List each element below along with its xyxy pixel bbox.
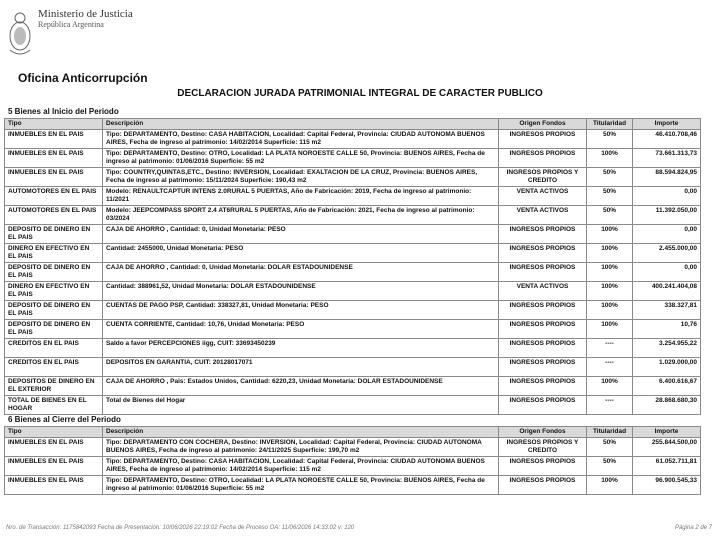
table-row	[5, 168, 701, 187]
cell-importe: 28.868.680,30	[633, 396, 701, 415]
cell-origen: VENTA ACTIVOS	[499, 187, 587, 206]
table-row	[5, 396, 701, 415]
col-header-importe: Importe	[633, 119, 701, 130]
cell-tipo: DEPOSITO DE DINERO EN EL PAIS	[5, 320, 103, 339]
table-row	[5, 339, 701, 358]
cell-importe: 255.844.500,00	[633, 438, 701, 457]
cell-tipo: DEPOSITOS DE DINERO EN EL EXTERIOR	[5, 377, 103, 396]
cell-tipo: DEPOSITO DE DINERO EN EL PAIS	[5, 225, 103, 244]
cell-origen: VENTA ACTIVOS	[499, 206, 587, 225]
cell-titularidad: ----	[587, 339, 633, 358]
cell-descripcion: CAJA DE AHORRO , Pais: Estados Unidos, Cantidad: 6220,23, Unidad Monetaria: DOLAR ESTADOUNIDENSE	[103, 377, 499, 396]
cell-importe: 88.594.824,95	[633, 168, 701, 187]
cell-descripcion: Tipo: DEPARTAMENTO, Destino: CASA HABITACION, Localidad: Capital Federal, Provincia: CIUDAD AUTONOMA BUENOS AIRES, Fecha de ingreso al patrimonio: 14/02/2014 Superficie: 115 m2	[103, 457, 499, 476]
col-header-tipo: Tipo	[5, 119, 103, 130]
page-number: Página 2 de 7	[674, 525, 712, 531]
cell-origen: INGRESOS PROPIOS	[499, 149, 587, 168]
table-row	[5, 206, 701, 225]
cell-titularidad: ----	[587, 396, 633, 415]
cell-tipo: DINERO EN EFECTIVO EN EL PAIS	[5, 282, 103, 301]
cell-tipo: INMUEBLES EN EL PAIS	[5, 168, 103, 187]
cell-descripcion: CAJA DE AHORRO , Cantidad: 0, Unidad Monetaria: DOLAR ESTADOUNIDENSE	[103, 263, 499, 282]
cell-tipo: DINERO EN EFECTIVO EN EL PAIS	[5, 244, 103, 263]
cell-tipo: INMUEBLES EN EL PAIS	[5, 149, 103, 168]
cell-importe: 46.410.708,46	[633, 130, 701, 149]
cell-origen: INGRESOS PROPIOS	[499, 225, 587, 244]
cell-importe: 6.400.616,67	[633, 377, 701, 396]
cell-titularidad: 100%	[587, 149, 633, 168]
cell-titularidad: 100%	[587, 225, 633, 244]
table-row	[5, 263, 701, 282]
cell-titularidad: 50%	[587, 187, 633, 206]
cell-tipo: AUTOMOTORES EN EL PAIS	[5, 187, 103, 206]
table-row	[5, 244, 701, 263]
table-row	[5, 301, 701, 320]
cell-importe: 400.241.404,08	[633, 282, 701, 301]
cell-titularidad: 50%	[587, 438, 633, 457]
cell-descripcion: DEPOSITOS EN GARANTIA, CUIT: 20128017071	[103, 358, 499, 377]
cell-origen: INGRESOS PROPIOS	[499, 244, 587, 263]
table-row	[5, 358, 701, 377]
cell-origen: INGRESOS PROPIOS	[499, 130, 587, 149]
cell-descripcion: Saldo a favor PERCEPCIONES iigg, CUIT: 33693450239	[103, 339, 499, 358]
cell-descripcion: Modelo: RENAULTCAPTUR INTENS 2.0RURAL 5 PUERTAS, Año de Fabricación: 2019, Fecha de ingreso al patrimonio: 11/2021	[103, 187, 499, 206]
cell-descripcion: Cantidad: 2455000, Unidad Monetaria: PESO	[103, 244, 499, 263]
office-name: Oficina Anticorrupción	[18, 71, 148, 85]
cell-tipo: INMUEBLES EN EL PAIS	[5, 457, 103, 476]
cell-titularidad: 50%	[587, 168, 633, 187]
cell-descripcion: Cantidad: 388961,52, Unidad Monetaria: DOLAR ESTADOUNIDENSE	[103, 282, 499, 301]
cell-tipo: DEPOSITO DE DINERO EN EL PAIS	[5, 263, 103, 282]
cell-importe: 73.661.313,73	[633, 149, 701, 168]
cell-importe: 0,00	[633, 187, 701, 206]
table-row	[5, 377, 701, 396]
cell-importe: 2.455.000,00	[633, 244, 701, 263]
cell-importe: 11.392.050,00	[633, 206, 701, 225]
col-header-descripcion: Descripción	[103, 427, 499, 438]
cell-origen: INGRESOS PROPIOS	[499, 457, 587, 476]
cell-importe: 3.254.955,22	[633, 339, 701, 358]
cell-tipo: DEPOSITO DE DINERO EN EL PAIS	[5, 301, 103, 320]
cell-importe: 338.327,81	[633, 301, 701, 320]
cell-descripcion: Modelo: JEEPCOMPASS SPORT 2.4 AT6RURAL 5 PUERTAS, Año de Fabricación: 2021, Fecha de ingreso al patrimonio: 03/2024	[103, 206, 499, 225]
cell-descripcion: CUENTA CORRIENTE, Cantidad: 10,76, Unidad Monetaria: PESO	[103, 320, 499, 339]
cell-origen: INGRESOS PROPIOS Y CREDITO	[499, 168, 587, 187]
col-header-origen: Origen Fondos	[499, 427, 587, 438]
cell-descripcion: Tipo: DEPARTAMENTO, Destino: OTRO, Localidad: LA PLATA NOROESTE CALLE 50, Provincia: BUENOS AIRES, Fecha de ingreso al patrimonio: 01/06/2016 Superficie: 55 m2	[103, 149, 499, 168]
cell-tipo: INMUEBLES EN EL PAIS	[5, 438, 103, 457]
table-inicio	[4, 118, 701, 415]
cell-titularidad: 50%	[587, 206, 633, 225]
cell-titularidad: 100%	[587, 263, 633, 282]
cell-origen: INGRESOS PROPIOS	[499, 396, 587, 415]
cell-tipo: AUTOMOTORES EN EL PAIS	[5, 206, 103, 225]
section-title-inicio: 5 Bienes al Inicio del Periodo	[8, 107, 119, 116]
ministry-name: Ministerio de Justicia	[38, 8, 133, 20]
cell-tipo: INMUEBLES EN EL PAIS	[5, 130, 103, 149]
col-header-origen: Origen Fondos	[499, 119, 587, 130]
col-header-titularidad: Titularidad	[587, 427, 633, 438]
cell-titularidad: 50%	[587, 130, 633, 149]
cell-importe: 0,00	[633, 225, 701, 244]
cell-origen: INGRESOS PROPIOS	[499, 263, 587, 282]
table-row	[5, 457, 701, 476]
cell-origen: INGRESOS PROPIOS	[499, 320, 587, 339]
transaction-meta: Nro. de Transacción: 1175842093 Fecha de Presentación: 10/06/2026 22:19:02 Fecha de Proceso OA: 11/06/2026 14:33:02 v: 120	[6, 525, 355, 531]
cell-origen: INGRESOS PROPIOS	[499, 301, 587, 320]
cell-titularidad: 100%	[587, 476, 633, 495]
cell-titularidad: 100%	[587, 244, 633, 263]
table-row	[5, 282, 701, 301]
coat-of-arms-icon	[6, 6, 34, 58]
table-cierre	[4, 426, 701, 495]
cell-origen: VENTA ACTIVOS	[499, 282, 587, 301]
cell-importe: 10,76	[633, 320, 701, 339]
table-header-row	[5, 119, 701, 130]
table-row	[5, 130, 701, 149]
cell-descripcion: Tipo: COUNTRY,QUINTAS,ETC., Destino: INVERSION, Localidad: EXALTACION DE LA CRUZ, Provincia: BUENOS AIRES, Fecha de ingreso al patrimonio: 15/11/2024 Superficie: 190,43 m2	[103, 168, 499, 187]
cell-descripcion: CAJA DE AHORRO , Cantidad: 0, Unidad Monetaria: PESO	[103, 225, 499, 244]
cell-importe: 1.029.000,00	[633, 358, 701, 377]
cell-importe: 0,00	[633, 263, 701, 282]
col-header-descripcion: Descripción	[103, 119, 499, 130]
cell-descripcion: CUENTAS DE PAGO PSP, Cantidad: 338327,81, Unidad Monetaria: PESO	[103, 301, 499, 320]
cell-titularidad: 100%	[587, 301, 633, 320]
cell-origen: INGRESOS PROPIOS	[499, 377, 587, 396]
letterhead	[6, 6, 133, 58]
cell-importe: 61.052.711,81	[633, 457, 701, 476]
table-row	[5, 225, 701, 244]
cell-origen: INGRESOS PROPIOS Y CREDITO	[499, 438, 587, 457]
table-row	[5, 320, 701, 339]
cell-tipo: TOTAL DE BIENES EN EL HOGAR	[5, 396, 103, 415]
cell-titularidad: 50%	[587, 457, 633, 476]
cell-tipo: INMUEBLES EN EL PAIS	[5, 476, 103, 495]
cell-origen: INGRESOS PROPIOS	[499, 358, 587, 377]
table-header-row	[5, 427, 701, 438]
cell-titularidad: 100%	[587, 282, 633, 301]
document-title: DECLARACION JURADA PATRIMONIAL INTEGRAL DE CARACTER PUBLICO	[177, 88, 543, 99]
cell-titularidad: ----	[587, 358, 633, 377]
cell-descripcion: Tipo: DEPARTAMENTO, Destino: OTRO, Localidad: LA PLATA NOROESTE CALLE 50, Provincia: BUENOS AIRES, Fecha de ingreso al patrimonio: 01/06/2016 Superficie: 55 m2	[103, 476, 499, 495]
col-header-importe: Importe	[633, 427, 701, 438]
cell-tipo: CREDITOS EN EL PAIS	[5, 339, 103, 358]
table-row	[5, 438, 701, 457]
country-name: República Argentina	[38, 20, 104, 29]
cell-descripcion: Total de Bienes del Hogar	[103, 396, 499, 415]
cell-origen: INGRESOS PROPIOS	[499, 339, 587, 358]
cell-tipo: CREDITOS EN EL PAIS	[5, 358, 103, 377]
cell-origen: INGRESOS PROPIOS	[499, 476, 587, 495]
section-title-cierre: 6 Bienes al Cierre del Periodo	[8, 415, 121, 424]
cell-descripcion: Tipo: DEPARTAMENTO, Destino: CASA HABITACION, Localidad: Capital Federal, Provincia: CIUDAD AUTONOMA BUENOS AIRES, Fecha de ingreso al patrimonio: 14/02/2014 Superficie: 115 m2	[103, 130, 499, 149]
col-header-titularidad: Titularidad	[587, 119, 633, 130]
table-row	[5, 187, 701, 206]
cell-titularidad: 100%	[587, 377, 633, 396]
table-row	[5, 476, 701, 495]
table-row	[5, 149, 701, 168]
cell-importe: 96.900.545,33	[633, 476, 701, 495]
col-header-tipo: Tipo	[5, 427, 103, 438]
cell-descripcion: Tipo: DEPARTAMENTO CON COCHERA, Destino: INVERSION, Localidad: Capital Federal, Provincia: CIUDAD AUTONOMA BUENOS AIRES, Fecha de ingreso al patrimonio: 24/11/2025 Superficie: 199,70 m2	[103, 438, 499, 457]
cell-titularidad: 100%	[587, 320, 633, 339]
